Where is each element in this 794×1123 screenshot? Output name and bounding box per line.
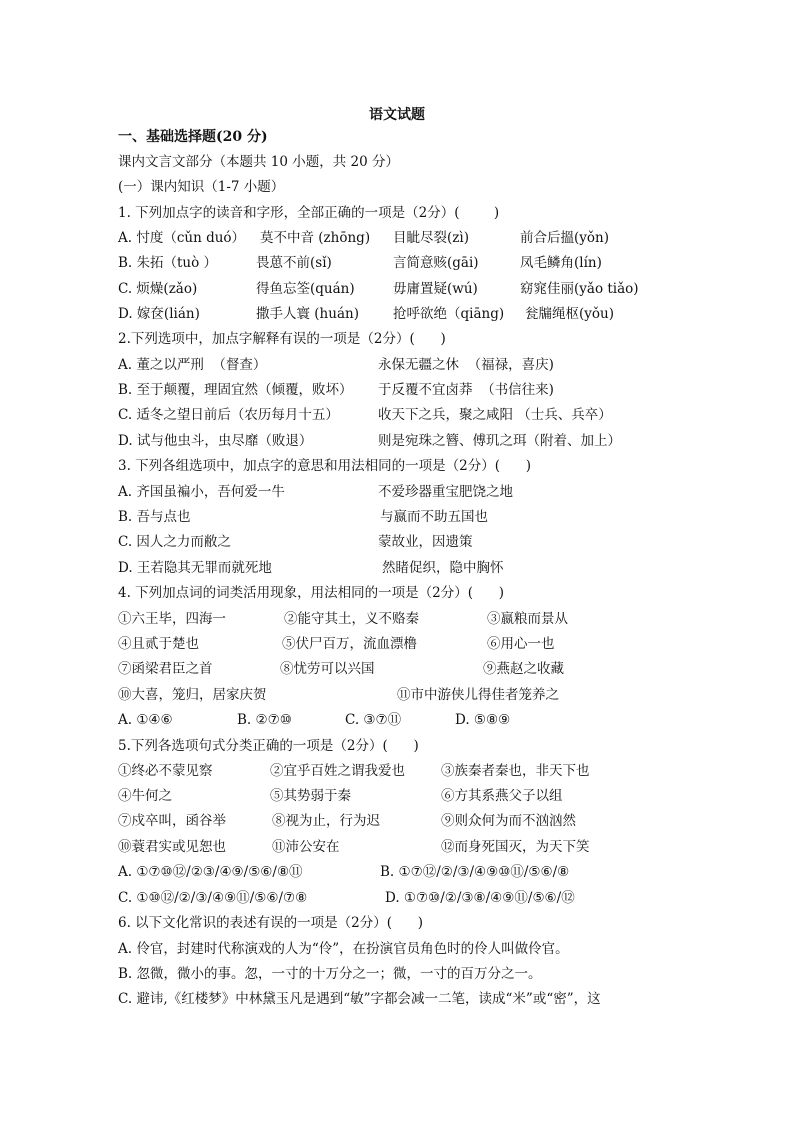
q1-option-a-1: A. 忖度（cǔn duó） bbox=[118, 230, 246, 246]
q3-option-b-1: B. 吾与点也 bbox=[118, 509, 191, 525]
q1-option-d-2: 撒手人寰 (huán) bbox=[256, 306, 359, 322]
q5-answer-d: D. ①⑦⑩/②/③⑧/④⑨⑪/⑤⑥/⑫ bbox=[385, 890, 575, 906]
q4-answer-b: B. ②⑦⑩ bbox=[237, 712, 292, 728]
q1-option-c-1: C. 烦燥(zǎo) bbox=[118, 281, 198, 297]
q3-option-c-1: C. 因人之力而敝之 bbox=[118, 534, 231, 550]
q5-item-8: ⑧视为止，行为迟 bbox=[272, 813, 380, 829]
q4-item-9: ⑨燕赵之收藏 bbox=[483, 661, 564, 677]
q5-item-2: ②宜乎百姓之谓我爱也 bbox=[270, 763, 405, 779]
q6-option-a: A. 伶官，封建时代称演戏的人为“伶”，在扮演官员角色时的伶人叫做伶官。 bbox=[118, 941, 569, 957]
q5-item-10: ⑩蓑君实或见恕也 bbox=[118, 839, 226, 855]
q2-option-d-1: D. 试与他虫斗，虫尽靡（败退） bbox=[118, 433, 313, 449]
q4-answer-a: A. ①④⑥ bbox=[118, 712, 173, 728]
q2-option-c-2: 收天下之兵，聚之咸阳 （士兵、兵卒） bbox=[378, 407, 612, 423]
subsection-intro: (一）课内知识（1-7 小题） bbox=[118, 179, 285, 195]
q1-option-d-3: 抢呼欲绝（qiāng) bbox=[393, 306, 505, 322]
question-6-stem: 6. 以下文化常识的表述有误的一项是（2分）( ) bbox=[118, 915, 424, 931]
q1-option-b-3: 言简意赅(gāi) bbox=[393, 255, 479, 271]
q1-option-a-3: 目眦尽裂(zì) bbox=[393, 230, 469, 246]
q5-item-5: ⑤其势弱于秦 bbox=[270, 788, 351, 804]
q1-option-d-1: D. 嫁奁(lián) bbox=[118, 306, 200, 322]
q5-item-9: ⑨则众何为而不汹汹然 bbox=[441, 813, 576, 829]
q5-answer-b: B. ①⑦⑫/②/③/④⑨⑩⑪/⑤⑥/⑧ bbox=[380, 864, 570, 880]
q4-item-11: ⑪市中游侠儿得佳者笼养之 bbox=[397, 687, 559, 703]
q4-item-7: ⑦函梁君臣之首 bbox=[118, 661, 213, 677]
q5-answer-a: A. ①⑦⑩⑫/②③/④⑨/⑤⑥/⑧⑪ bbox=[118, 864, 303, 880]
question-4-stem: 4. 下列加点词的词类活用现象，用法相同的一项是（2分）( ) bbox=[118, 585, 505, 601]
q3-option-a-2: 不爱珍器重宝肥饶之地 bbox=[378, 484, 513, 500]
q2-option-b-2: 于反覆不宜卤莽 （书信往来) bbox=[378, 382, 554, 398]
q4-item-1: ①六王毕，四海一 bbox=[118, 611, 226, 627]
question-1-stem: 1. 下列加点字的读音和字形，全部正确的一项是（2分）( ) bbox=[118, 205, 500, 221]
question-2-stem: 2.下列选项中，加点字解释有误的一项是（2分）( ) bbox=[118, 331, 446, 347]
q6-option-c: C. 避讳,《红楼梦》中林黛玉凡是遇到“敏”字都会减一二笔，读成“米”或“密”，这 bbox=[118, 991, 601, 1007]
q5-item-3: ③族秦者秦也，非天下也 bbox=[441, 763, 590, 779]
q1-option-b-1: B. 朱拓（tuò ） bbox=[118, 255, 218, 271]
q2-option-d-2: 则是宛珠之簪、傅玑之珥（附着、加上） bbox=[378, 433, 621, 449]
section-intro: 课内文言文部分（本题共 10 小题，共 20 分） bbox=[118, 154, 400, 170]
q4-answer-c: C. ③⑦⑪ bbox=[345, 712, 402, 728]
question-3-stem: 3. 下列各组选项中，加点字的意思和用法相同的一项是（2分）( ) bbox=[118, 458, 532, 474]
q2-option-a-1: A. 董之以严刑 （督查） bbox=[118, 357, 267, 373]
q4-answer-d: D. ⑤⑧⑨ bbox=[455, 712, 511, 728]
q1-option-c-2: 得鱼忘筌(quán) bbox=[256, 281, 355, 297]
q2-option-a-2: 永保无疆之休 （福禄，喜庆) bbox=[378, 357, 554, 373]
q5-item-12: ⑫而身死国灭，为天下笑 bbox=[441, 839, 590, 855]
q5-answer-c: C. ①⑩⑫/②/③/④⑨⑪/⑤⑥/⑦⑧ bbox=[118, 890, 308, 906]
q5-item-6: ⑥方其系燕父子以组 bbox=[441, 788, 563, 804]
question-5-stem: 5.下列各选项句式分类正确的一项是（2分）( ) bbox=[118, 738, 419, 754]
q4-item-3: ③嬴粮而景从 bbox=[487, 611, 568, 627]
section-heading: 一、基础选择题(20 分) bbox=[118, 129, 268, 145]
q3-option-d-2: 然睹促织，隐中胸怀 bbox=[382, 560, 504, 576]
q1-option-c-4: 窈窕佳丽(yǎo tiǎo) bbox=[520, 281, 639, 297]
q4-item-10: ⑩大喜，笼归，居家庆贺 bbox=[118, 687, 267, 703]
q6-option-b: B. 忽微，微小的事。忽，一寸的十万分之一；微，一寸的百万分之一。 bbox=[118, 966, 542, 982]
q5-item-4: ④牛何之 bbox=[118, 788, 172, 804]
q1-option-a-4: 前合后搵(yǒn) bbox=[520, 230, 609, 246]
q5-item-1: ①终必不蒙见察 bbox=[118, 763, 213, 779]
q3-option-c-2: 蒙故业，因遗策 bbox=[378, 534, 473, 550]
q3-option-b-2: 与嬴而不助五国也 bbox=[380, 509, 488, 525]
q3-option-a-1: A. 齐国虽褊小，吾何爱一牛 bbox=[118, 484, 285, 500]
q4-item-8: ⑧忧劳可以兴国 bbox=[280, 661, 375, 677]
q4-item-6: ⑥用心一也 bbox=[487, 636, 555, 652]
q5-item-11: ⑪沛公安在 bbox=[272, 839, 340, 855]
page-title: 语文试题 bbox=[369, 107, 425, 123]
q1-option-d-4: 瓮牖绳枢(yǒu) bbox=[525, 306, 614, 322]
q2-option-b-1: B. 至于颠覆，理固宜然（倾覆，败坏） bbox=[118, 382, 353, 398]
q1-option-b-2: 畏葸不前(sǐ) bbox=[256, 255, 332, 271]
q4-item-5: ⑤伏尸百万，流血漂橹 bbox=[282, 636, 417, 652]
q4-item-4: ④且贰于楚也 bbox=[118, 636, 199, 652]
q2-option-c-1: C. 适冬之望日前后（农历每月十五） bbox=[118, 407, 339, 423]
q1-option-a-2: 莫不中音 (zhōng) bbox=[260, 230, 371, 246]
q5-item-7: ⑦戍卒叫，函谷举 bbox=[118, 813, 226, 829]
q1-option-b-4: 凤毛鳞角(lín) bbox=[520, 255, 602, 271]
q4-item-2: ②能守其土，义不赂秦 bbox=[284, 611, 419, 627]
q1-option-c-3: 毋庸置疑(wú) bbox=[393, 281, 478, 297]
q3-option-d-1: D. 王若隐其无罪而就死地 bbox=[118, 560, 272, 576]
